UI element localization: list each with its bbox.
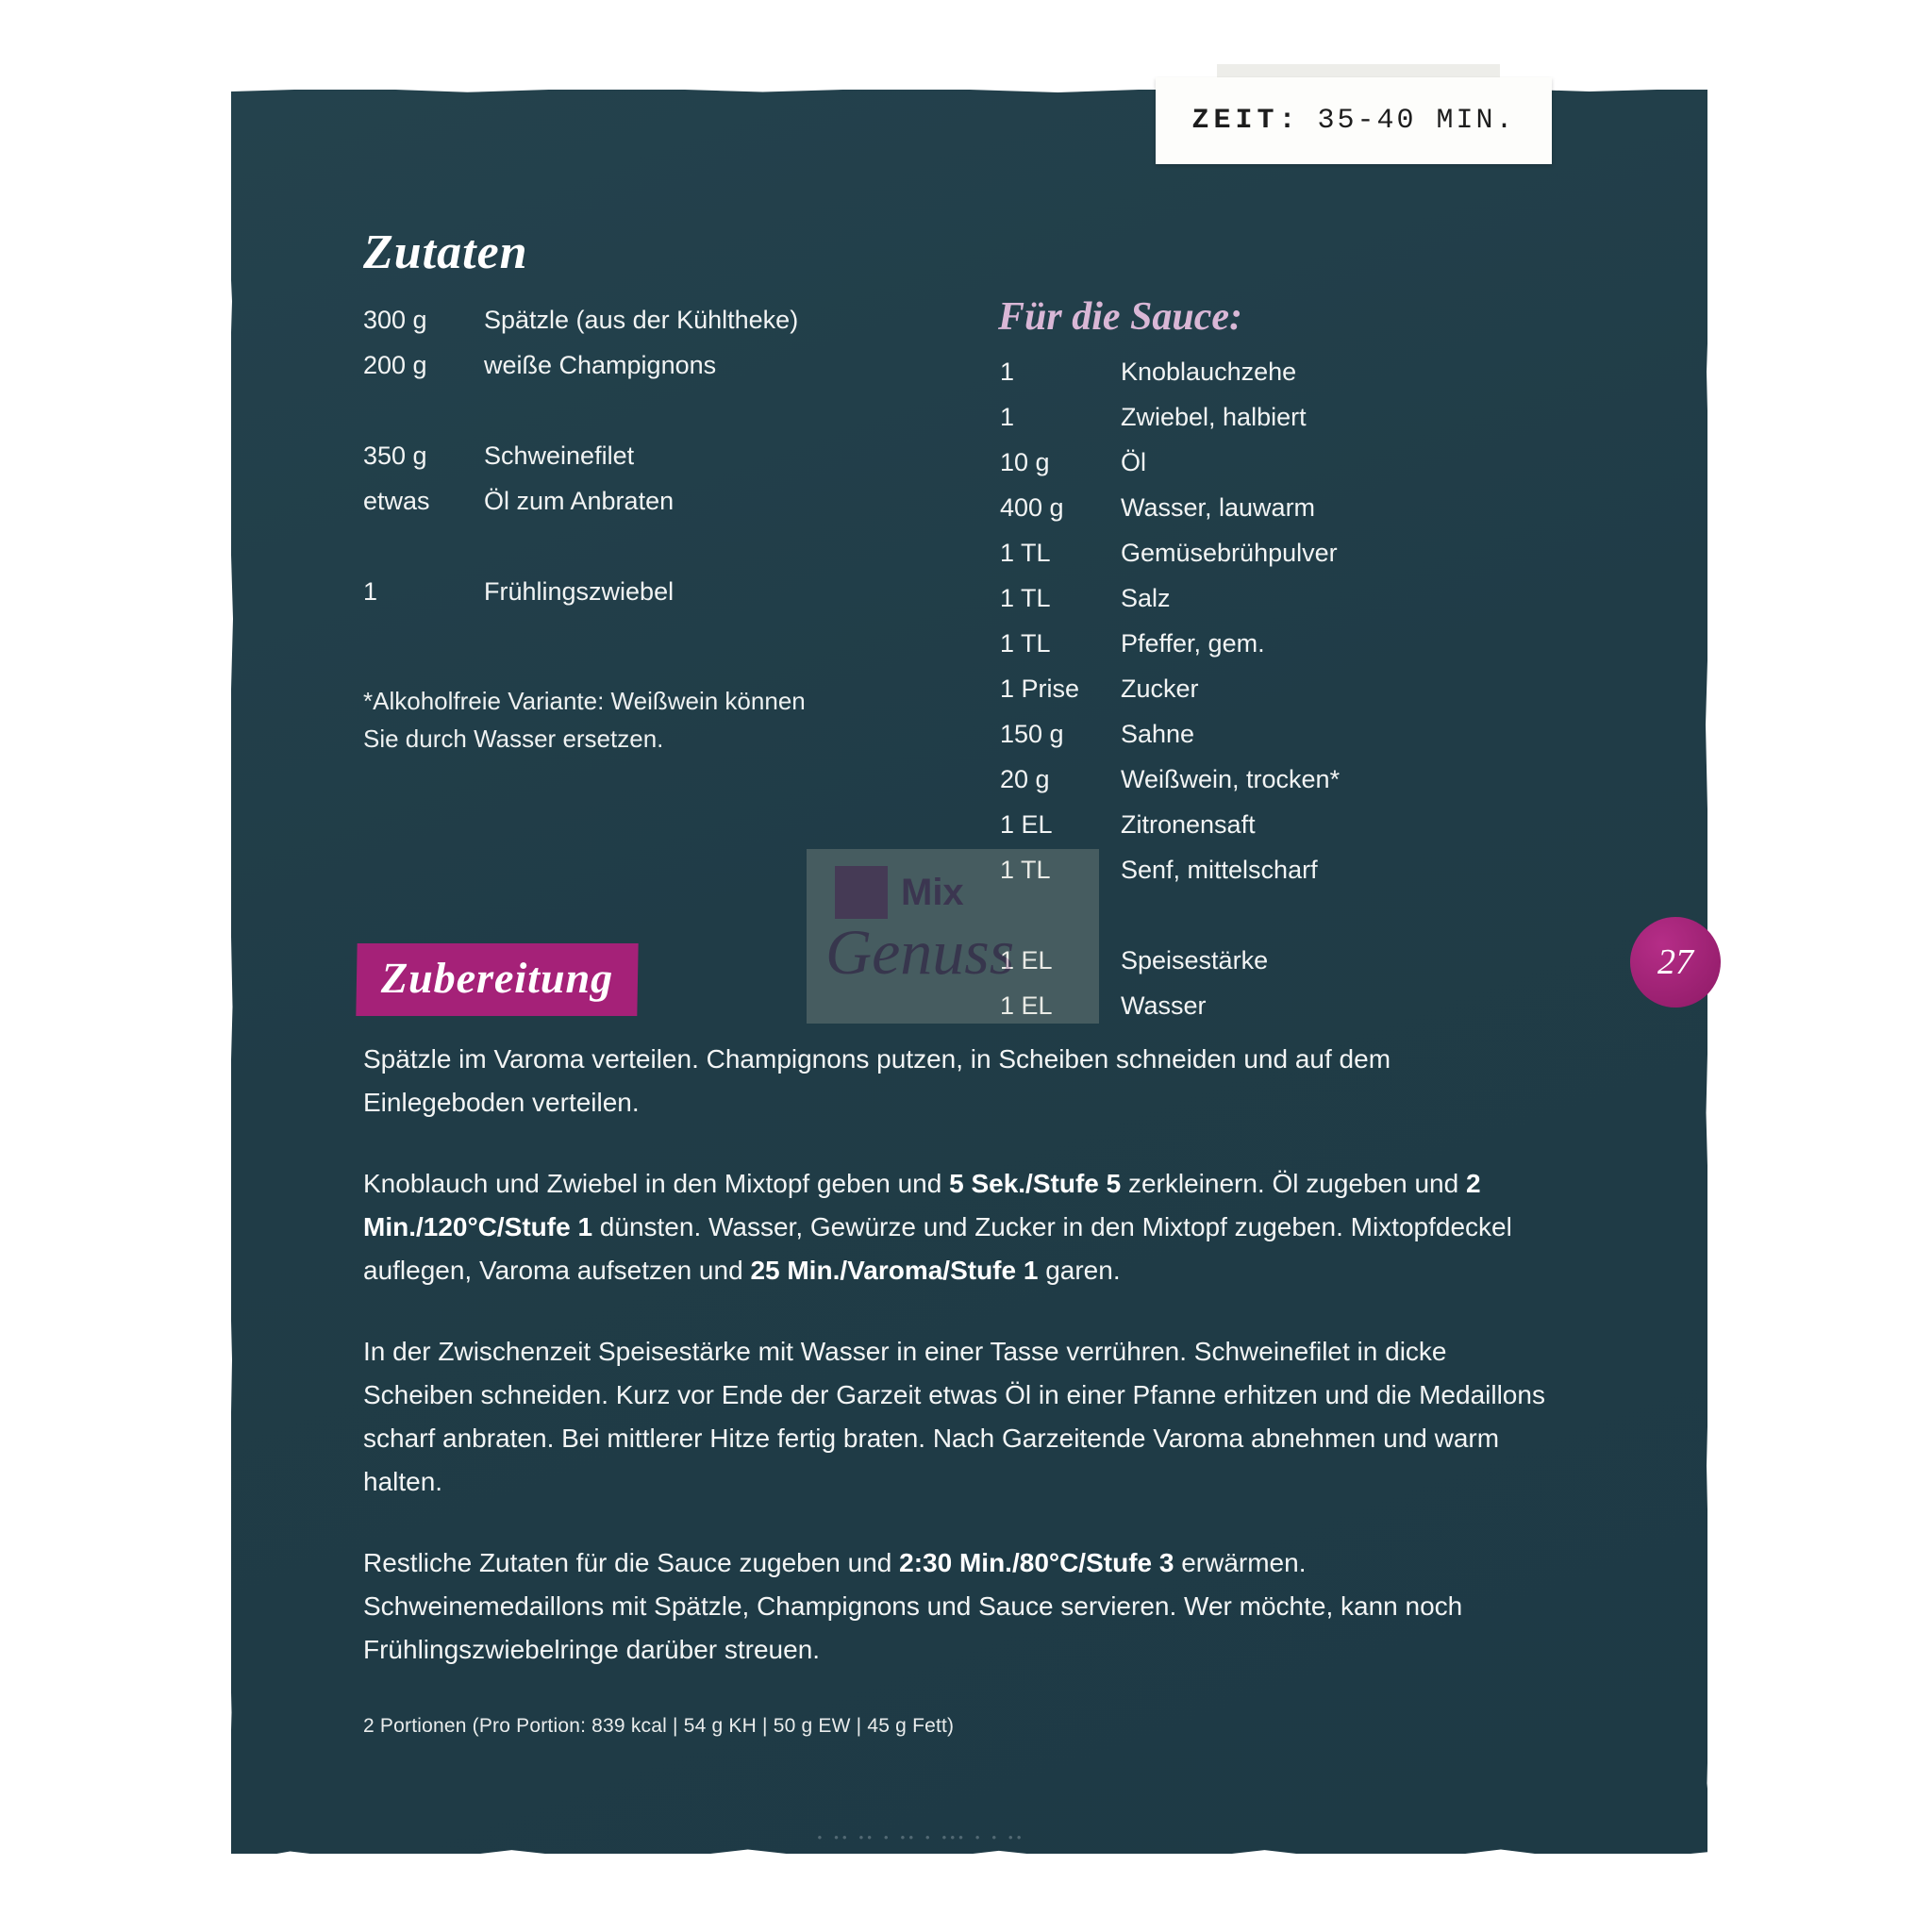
ingredient-row xyxy=(363,342,891,388)
time-badge-value: 35-40 MIN. xyxy=(1317,105,1516,137)
ingredient-name: Wasser, lauwarm xyxy=(1121,493,1316,522)
ingredient-name: Spätzle (aus der Kühltheke) xyxy=(484,306,799,334)
ingredient-name: weiße Champignons xyxy=(484,351,717,379)
ingredients-list-sauce xyxy=(1000,349,1528,1028)
ingredients-title: Zutaten xyxy=(363,225,528,279)
ingredient-row xyxy=(1000,440,1528,485)
ingredient-quantity: 20 g xyxy=(1000,765,1050,793)
ingredient-quantity: 200 g xyxy=(363,351,427,379)
ingredient-name: Weißwein, trocken* xyxy=(1121,765,1341,793)
ingredient-row xyxy=(1000,802,1528,847)
ingredient-name: Schweinefilet xyxy=(484,441,635,470)
watermark-genuss-text: Genuss xyxy=(825,916,1015,988)
ingredient-row xyxy=(1000,349,1528,394)
sauce-ingredients-title: Für die Sauce: xyxy=(998,295,1243,339)
ingredient-quantity: 1 xyxy=(1000,358,1015,386)
nutrition-info: 2 Portionen (Pro Portion: 839 kcal | 54 g KH | 50 g EW | 45 g Fett) xyxy=(363,1715,955,1737)
ingredient-row xyxy=(1000,575,1528,621)
ingredients-list-main xyxy=(363,297,891,614)
ingredient-row xyxy=(363,297,891,342)
ingredient-quantity: 1 TL xyxy=(1000,539,1051,567)
ingredient-row xyxy=(1000,711,1528,757)
ingredient-row xyxy=(363,478,891,524)
bottom-smudge-text: • •• •• • •• • ••• • • •• xyxy=(816,1831,1024,1844)
ingredient-quantity: 1 TL xyxy=(1000,629,1051,658)
ingredient-quantity: 400 g xyxy=(1000,493,1064,522)
alcohol-free-note: *Alkoholfreie Variante: Weißwein können Sie durch Wasser ersetzen. xyxy=(363,687,806,753)
ingredient-row xyxy=(1000,530,1528,575)
ingredient-quantity: 10 g xyxy=(1000,448,1050,476)
card-bottom-edge xyxy=(231,1842,1707,1874)
ingredient-name: Pfeffer, gem. xyxy=(1121,629,1265,658)
ingredient-row xyxy=(1000,983,1528,1028)
preparation-paragraph: Restliche Zutaten für die Sauce zugeben und 2:30 Min./80°C/Stufe 3 erwärmen. Schweinemedaillons mit Spätzle, Champignons und Sauce servieren. Wer möchte, kann noch Frühlingszwiebelringe darüber streuen. xyxy=(363,1548,1463,1664)
ingredient-name: Salz xyxy=(1121,584,1171,612)
time-badge-label: ZEIT: xyxy=(1191,105,1301,137)
ingredient-row xyxy=(363,569,891,614)
ingredient-name: Zwiebel, halbiert xyxy=(1121,403,1307,431)
ingredient-spacer xyxy=(363,388,891,433)
time-badge xyxy=(1156,77,1552,164)
ingredient-spacer xyxy=(363,524,891,569)
ingredient-name: Öl zum Anbraten xyxy=(484,487,675,515)
ingredient-quantity: 1 TL xyxy=(1000,856,1051,884)
ingredient-name: Senf, mittelscharf xyxy=(1121,856,1318,884)
ingredient-row xyxy=(1000,757,1528,802)
ingredient-quantity: 1 TL xyxy=(1000,584,1051,612)
ingredient-name: Zucker xyxy=(1121,675,1199,703)
ingredient-quantity: 1 EL xyxy=(1000,946,1053,974)
ingredient-name: Gemüsebrühpulver xyxy=(1121,539,1338,567)
ingredient-quantity: 1 EL xyxy=(1000,810,1053,839)
preparation-paragraph: In der Zwischenzeit Speisestärke mit Wasser in einer Tasse verrühren. Schweinefilet in dicke Scheiben schneiden. Kurz vor Ende der Garzeit etwas Öl in einer Pfanne erhitzen und die Medaillons scharf anbraten. Bei mittlerer Hitze fertig braten. Nach Garzeitende Varoma abnehmen und warm halten. xyxy=(363,1337,1545,1496)
ingredient-row xyxy=(1000,847,1528,892)
preparation-title: Zubereitung xyxy=(380,954,614,1002)
ingredient-quantity: 1 xyxy=(363,577,378,606)
ingredient-row xyxy=(1000,394,1528,440)
ingredient-quantity: 150 g xyxy=(1000,720,1064,748)
ingredient-name: Öl xyxy=(1121,448,1146,476)
ingredient-quantity: 300 g xyxy=(363,306,427,334)
ingredient-quantity: 350 g xyxy=(363,441,427,470)
ingredient-name: Speisestärke xyxy=(1121,946,1269,974)
watermark-mix-text: Mix xyxy=(901,872,964,913)
ingredient-name: Sahne xyxy=(1121,720,1195,748)
ingredient-row xyxy=(1000,666,1528,711)
ingredient-quantity: 1 Prise xyxy=(1000,675,1080,703)
ingredient-row xyxy=(1000,621,1528,666)
ingredient-name: Wasser xyxy=(1121,991,1207,1020)
ingredient-quantity: 1 EL xyxy=(1000,991,1053,1020)
preparation-text xyxy=(363,1038,1547,1709)
ingredient-name: Frühlingszwiebel xyxy=(484,577,675,606)
ingredient-spacer xyxy=(1000,892,1528,938)
preparation-paragraph: Spätzle im Varoma verteilen. Champignons putzen, in Scheiben schneiden und auf dem Einlegeboden verteilen. xyxy=(363,1044,1391,1117)
preparation-title-banner xyxy=(356,943,639,1016)
ingredient-name: Zitronensaft xyxy=(1121,810,1256,839)
ingredient-row xyxy=(363,433,891,478)
ingredient-row xyxy=(1000,485,1528,530)
page-number-badge: 27 xyxy=(1630,917,1721,1008)
ingredient-name: Knoblauchzehe xyxy=(1121,358,1297,386)
preparation-paragraph: Knoblauch und Zwiebel in den Mixtopf geben und 5 Sek./Stufe 5 zerkleinern. Öl zugeben und 2 Min./120°C/Stufe 1 dünsten. Wasser, Gewürze und Zucker in den Mixtopf zugeben. Mixtopfdeckel auflegen, Varoma aufsetzen und 25 Min./Varoma/Stufe 1 garen. xyxy=(363,1169,1512,1285)
ingredient-quantity: etwas xyxy=(363,487,430,515)
ingredient-quantity: 1 xyxy=(1000,403,1015,431)
ingredient-row xyxy=(1000,938,1528,983)
